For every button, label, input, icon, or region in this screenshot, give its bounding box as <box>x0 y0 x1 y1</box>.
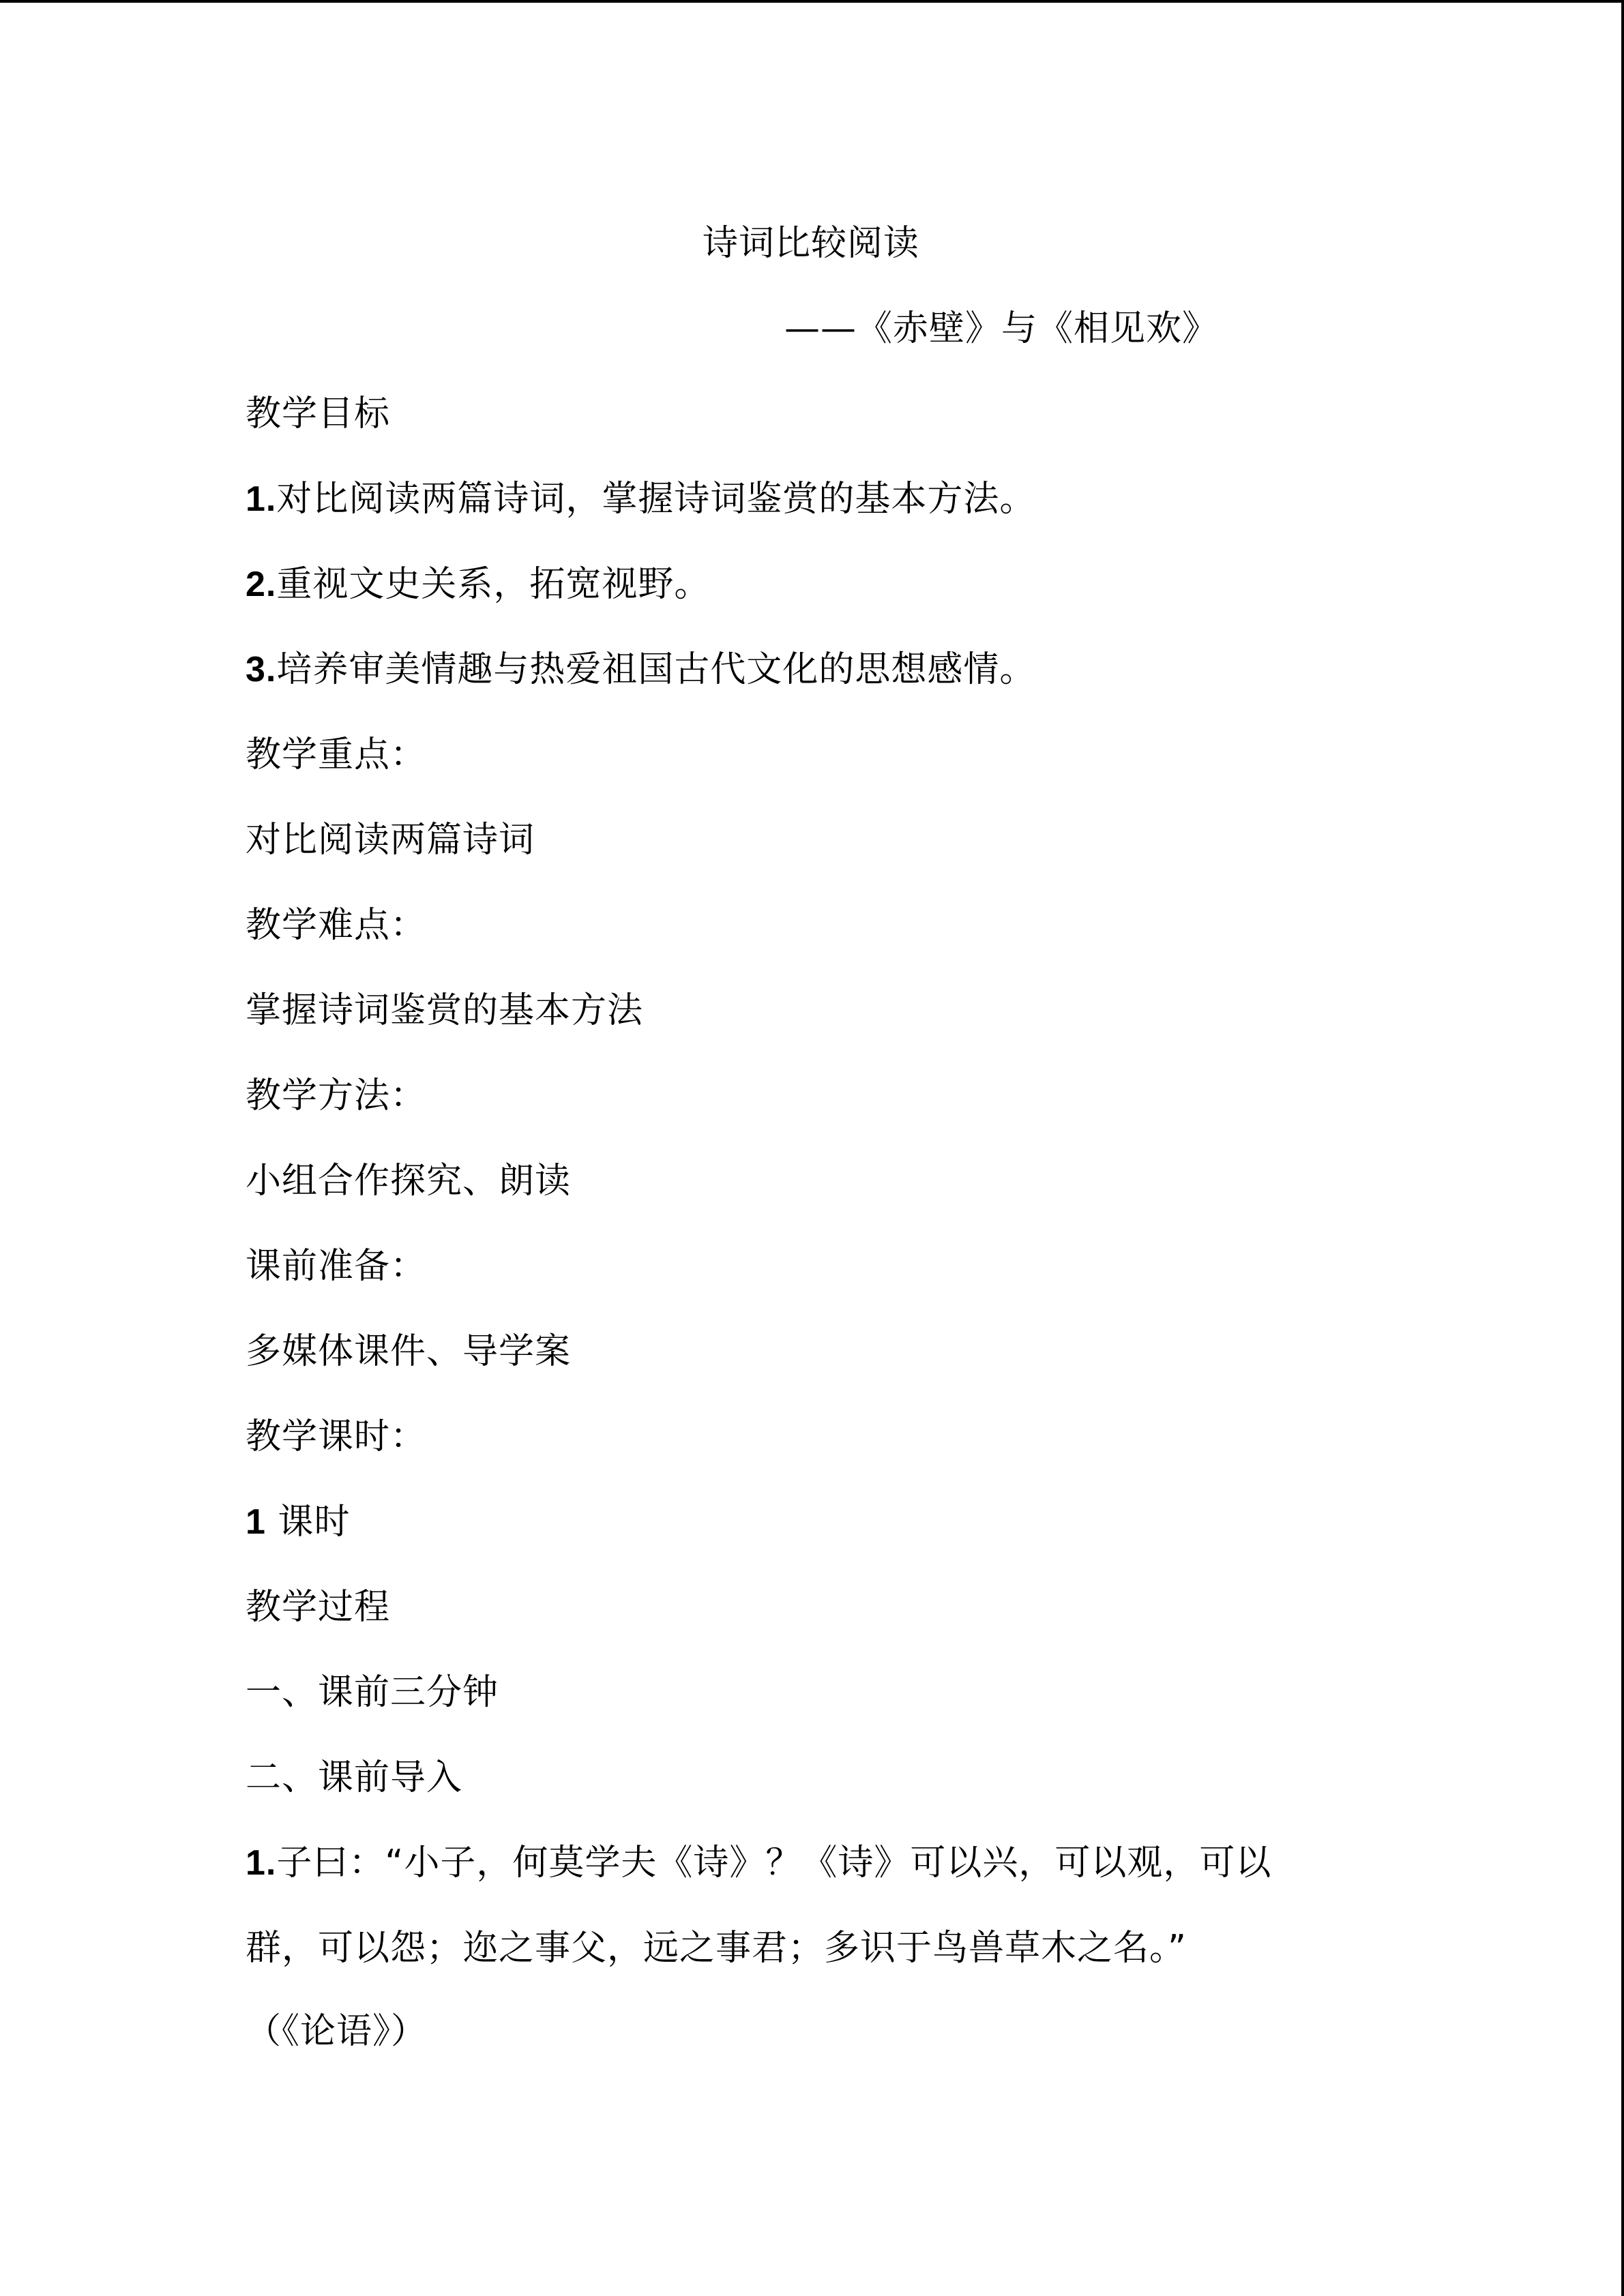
objective-text: 培养审美情趣与热爱祖国古代文化的思想感情。 <box>276 649 1036 690</box>
key-point-text: 对比阅读两篇诗词 <box>246 820 535 861</box>
hours-heading: 教学课时： <box>246 1416 427 1457</box>
objective-item-2 <box>246 561 710 608</box>
method-heading: 教学方法： <box>246 1075 427 1116</box>
process-heading: 教学过程 <box>246 1587 391 1628</box>
key-point-heading: 教学重点： <box>246 734 427 775</box>
hours-unit: 课时 <box>265 1502 351 1542</box>
quote-number: 1. <box>246 1843 277 1883</box>
preparation-text: 多媒体课件、导学案 <box>246 1331 572 1372</box>
process-step-2: 二、课前导入 <box>246 1757 463 1798</box>
document-title: 诗词比较阅读 <box>703 223 920 264</box>
difficulty-heading: 教学难点： <box>246 905 427 946</box>
quote-line-1 <box>246 1839 1271 1887</box>
objective-number: 2. <box>246 565 277 604</box>
preparation-heading: 课前准备： <box>246 1246 427 1287</box>
document-subtitle: ——《赤壁》与《相见欢》 <box>784 308 1219 349</box>
hours-value <box>246 1498 350 1546</box>
method-text: 小组合作探究、朗读 <box>246 1161 572 1202</box>
hours-number: 1 <box>246 1502 266 1542</box>
quote-text-1: 子曰：“小子，何莫学夫《诗》？《诗》可以兴，可以观，可以 <box>276 1843 1272 1883</box>
objective-number: 3. <box>246 650 277 689</box>
objective-item-3 <box>246 646 1035 694</box>
objective-number: 1. <box>246 479 277 519</box>
quote-line-2: 群，可以怨；迩之事父，远之事君；多识于鸟兽草木之名。” <box>246 1928 1187 1969</box>
objective-item-1 <box>246 475 1035 523</box>
objective-text: 对比阅读两篇诗词，掌握诗词鉴赏的基本方法。 <box>276 479 1036 520</box>
difficulty-text: 掌握诗词鉴赏的基本方法 <box>246 990 644 1031</box>
quote-source: （《论语》） <box>246 2011 428 2052</box>
process-step-1: 一、课前三分钟 <box>246 1672 499 1713</box>
objectives-heading: 教学目标 <box>246 393 391 434</box>
objective-text: 重视文史关系，拓宽视野。 <box>276 564 711 605</box>
